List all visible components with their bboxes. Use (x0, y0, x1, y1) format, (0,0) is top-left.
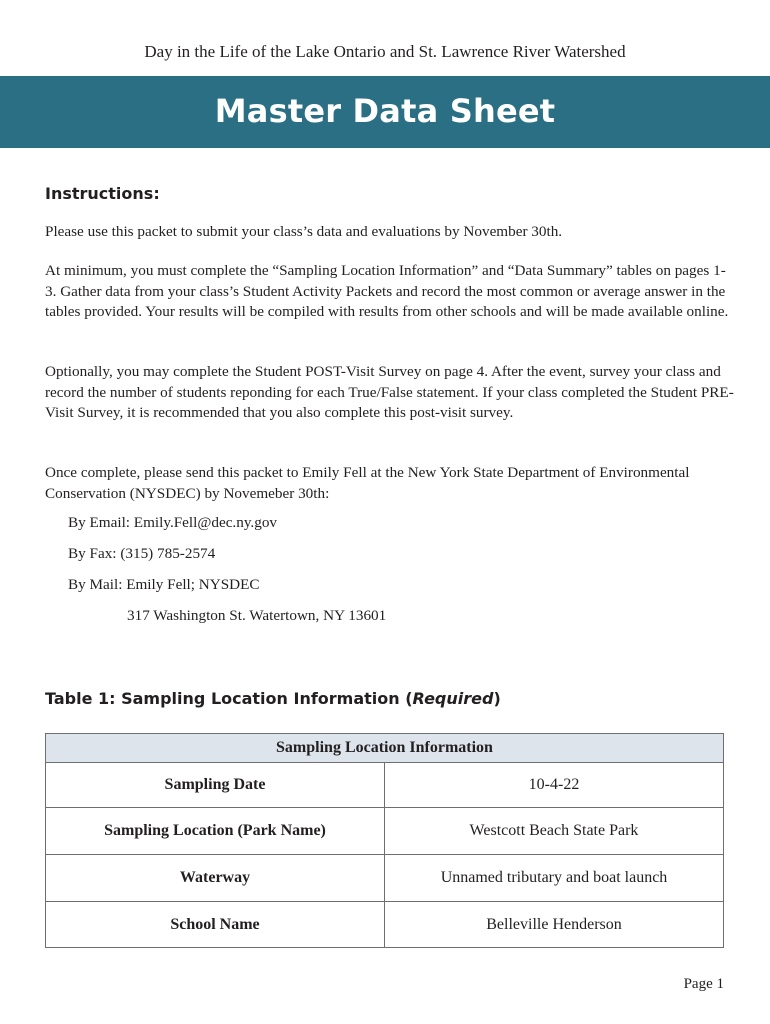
page-title: Master Data Sheet (214, 92, 556, 130)
contact-address: 317 Washington St. Watertown, NY 13601 (127, 607, 387, 624)
contact-email: By Email: Emily.Fell@dec.ny.gov (68, 514, 278, 531)
table1-heading-required: Required (412, 689, 494, 708)
page-number: Page 1 (683, 976, 724, 992)
table1-heading-main: Table 1: Sampling Location Information ( (45, 689, 413, 708)
sampling-date-value: 10-4-22 (385, 763, 724, 808)
table-row (46, 855, 724, 902)
contact-fax: By Fax: (315) 785-2574 (68, 545, 216, 562)
school-name-value: Belleville Henderson (385, 902, 724, 948)
series-title: Day in the Life of the Lake Ontario and St. Lawrence River Watershed (144, 42, 626, 61)
sampling-location-label: Sampling Location (Park Name) (46, 808, 385, 855)
table-row (46, 808, 724, 855)
school-name-label: School Name (46, 902, 385, 948)
table-row (46, 763, 724, 808)
waterway-value: Unnamed tributary and boat launch (385, 855, 724, 902)
table1-heading (45, 689, 501, 708)
waterway-label: Waterway (46, 855, 385, 902)
instructions-paragraph-1: Please use this packet to submit your class’s data and evaluations by November 30th. (45, 223, 563, 240)
title-banner (0, 76, 770, 148)
contact-mail: By Mail: Emily Fell; NYSDEC (68, 576, 260, 593)
table1-heading-close: ) (493, 689, 501, 708)
sampling-location-table (45, 733, 724, 948)
table-caption: Sampling Location Information (46, 734, 724, 763)
instructions-paragraph-2: At minimum, you must complete the “Sampling Location Information” and “Data Summary” tables on pages 1-3. Gather data from your class’s Student Activity Packets and record the most common or average answer in the tables provided. Your results will be compiled with results from other schools and will be made available online. (45, 262, 729, 320)
table-caption-row (46, 734, 724, 763)
instructions-paragraph-3: Optionally, you may complete the Student POST-Visit Survey on page 4. After the event, survey your class and record the number of students reponding for each True/False statement. If your class completed the Student PRE-Visit Survey, it is recommended that you also complete this post-visit survey. (45, 363, 734, 421)
instructions-heading: Instructions: (45, 184, 160, 203)
sampling-location-value: Westcott Beach State Park (385, 808, 724, 855)
instructions-paragraph-4: Once complete, please send this packet to Emily Fell at the New York State Department of Environmental Conservation (NYSDEC) by Novemeber 30th: (45, 464, 690, 502)
sampling-date-label: Sampling Date (46, 763, 385, 808)
table-row (46, 902, 724, 948)
